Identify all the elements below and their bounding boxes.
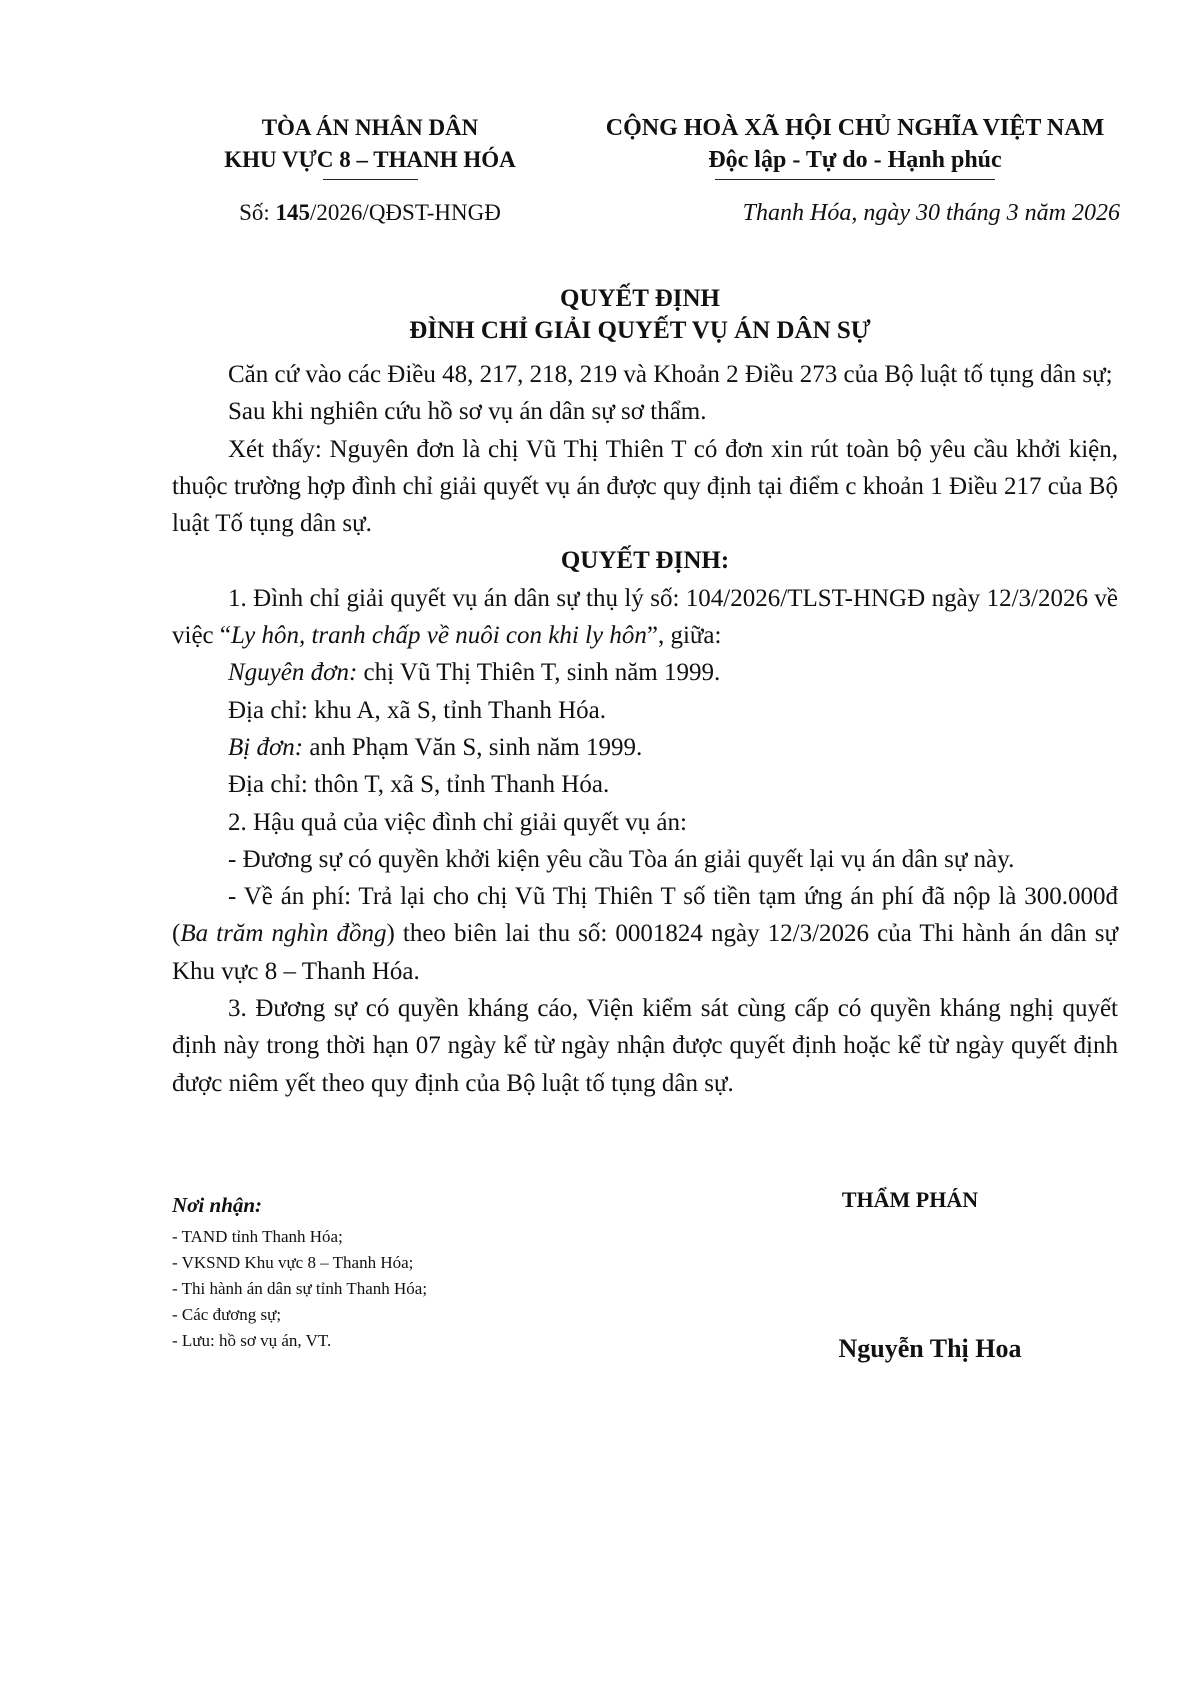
decision-item-2: 2. Hậu quả của việc đình chỉ giải quyết vụ án: [228, 808, 687, 836]
plaintiff: Nguyên đơn: chị Vũ Thị Thiên T, sinh năm 1999. [228, 659, 721, 687]
national-motto: Độc lập - Tự do - Hạnh phúc [708, 147, 1002, 173]
court-underline [323, 179, 418, 180]
national-title: CỘNG HOÀ XÃ HỘI CHỦ NGHĨA VIỆT NAM [605, 115, 1105, 141]
recipients-title: Nơi nhận: [172, 1193, 263, 1217]
document-title [170, 283, 1110, 347]
document-body [172, 356, 1118, 1102]
document-number-bold: 145 [275, 200, 311, 225]
plaintiff-address: Địa chỉ: khu A, xã S, tỉnh Thanh Hóa. [228, 696, 606, 724]
decision-item-2a: - Đương sự có quyền khởi kiện yêu cầu Tòa án giải quyết lại vụ án dân sự này. [228, 845, 1015, 873]
recipient-item: - TAND tỉnh Thanh Hóa; [172, 1227, 343, 1246]
motto-underline [715, 179, 995, 180]
judge-role: THẨM PHÁN [841, 1187, 979, 1212]
title-line-1: QUYẾT ĐỊNH [560, 285, 720, 312]
recipients-block [172, 1193, 592, 1354]
title-line-2: ĐÌNH CHỈ GIẢI QUYẾT VỤ ÁN DÂN SỰ [409, 317, 871, 344]
decision-item-3: 3. Đương sự có quyền kháng cáo, Viện kiểm sát cùng cấp có quyền kháng nghị quyết định này trong thời hạn 07 ngày kể từ ngày nhận được quyết định hoặc kể từ ngày quyết định được niêm yết theo quy định của Bộ luật tố tụng dân sự. [172, 995, 1118, 1097]
defendant-address: Địa chỉ: thôn T, xã S, tỉnh Thanh Hóa. [228, 771, 610, 799]
recipient-item: - Lưu: hồ sơ vụ án, VT. [172, 1331, 332, 1350]
national-header [570, 112, 1140, 180]
recipient-item: - Thi hành án dân sự tỉnh Thanh Hóa; [172, 1279, 428, 1298]
decision-item-2b: - Về án phí: Trả lại cho chị Vũ Thị Thiên T số tiền tạm ứng án phí đã nộp là 300.000đ (Ba trăm nghìn đồng) theo biên lai thu số: 0001824 ngày 12/3/2026 của Thi hành án dân sự Khu vực 8 – Thanh Hóa. [172, 883, 1118, 985]
legal-basis: Căn cứ vào các Điều 48, 217, 218, 219 và Khoản 2 Điều 273 của Bộ luật tố tụng dân sự; [228, 361, 1113, 388]
signature-block [740, 1187, 1080, 1213]
recipient-item: - VKSND Khu vực 8 – Thanh Hóa; [172, 1253, 414, 1272]
place-date: Thanh Hóa, ngày 30 tháng 3 năm 2026 [742, 200, 1120, 226]
consideration: Xét thấy: Nguyên đơn là chị Vũ Thị Thiên T có đơn xin rút toàn bộ yêu cầu khởi kiện, thuộc trường hợp đình chỉ giải quyết vụ án được quy định tại điểm c khoản 1 Điều 217 của Bộ luật Tố tụng dân sự. [172, 435, 1118, 538]
judge-name: Nguyễn Thị Hoa [838, 1334, 1022, 1363]
document-number: Số: 145/2026/QĐST-HNGĐ [239, 200, 501, 225]
study-statement: Sau khi nghiên cứu hồ sơ vụ án dân sự sơ thẩm. [228, 398, 707, 426]
defendant: Bị đơn: anh Phạm Văn S, sinh năm 1999. [228, 733, 643, 761]
court-region: KHU VỰC 8 – THANH HÓA [224, 147, 516, 172]
court-header [180, 112, 560, 180]
court-name: TÒA ÁN NHÂN DÂN [261, 115, 479, 140]
decision-item-1: 1. Đình chỉ giải quyết vụ án dân sự thụ lý số: 104/2026/TLST-HNGĐ ngày 12/3/2026 về việc “Ly hôn, tranh chấp về nuôi con khi ly hôn”, giữa: [172, 584, 1118, 650]
decision-heading: QUYẾT ĐỊNH: [560, 547, 730, 575]
recipient-item: - Các đương sự; [172, 1305, 282, 1324]
